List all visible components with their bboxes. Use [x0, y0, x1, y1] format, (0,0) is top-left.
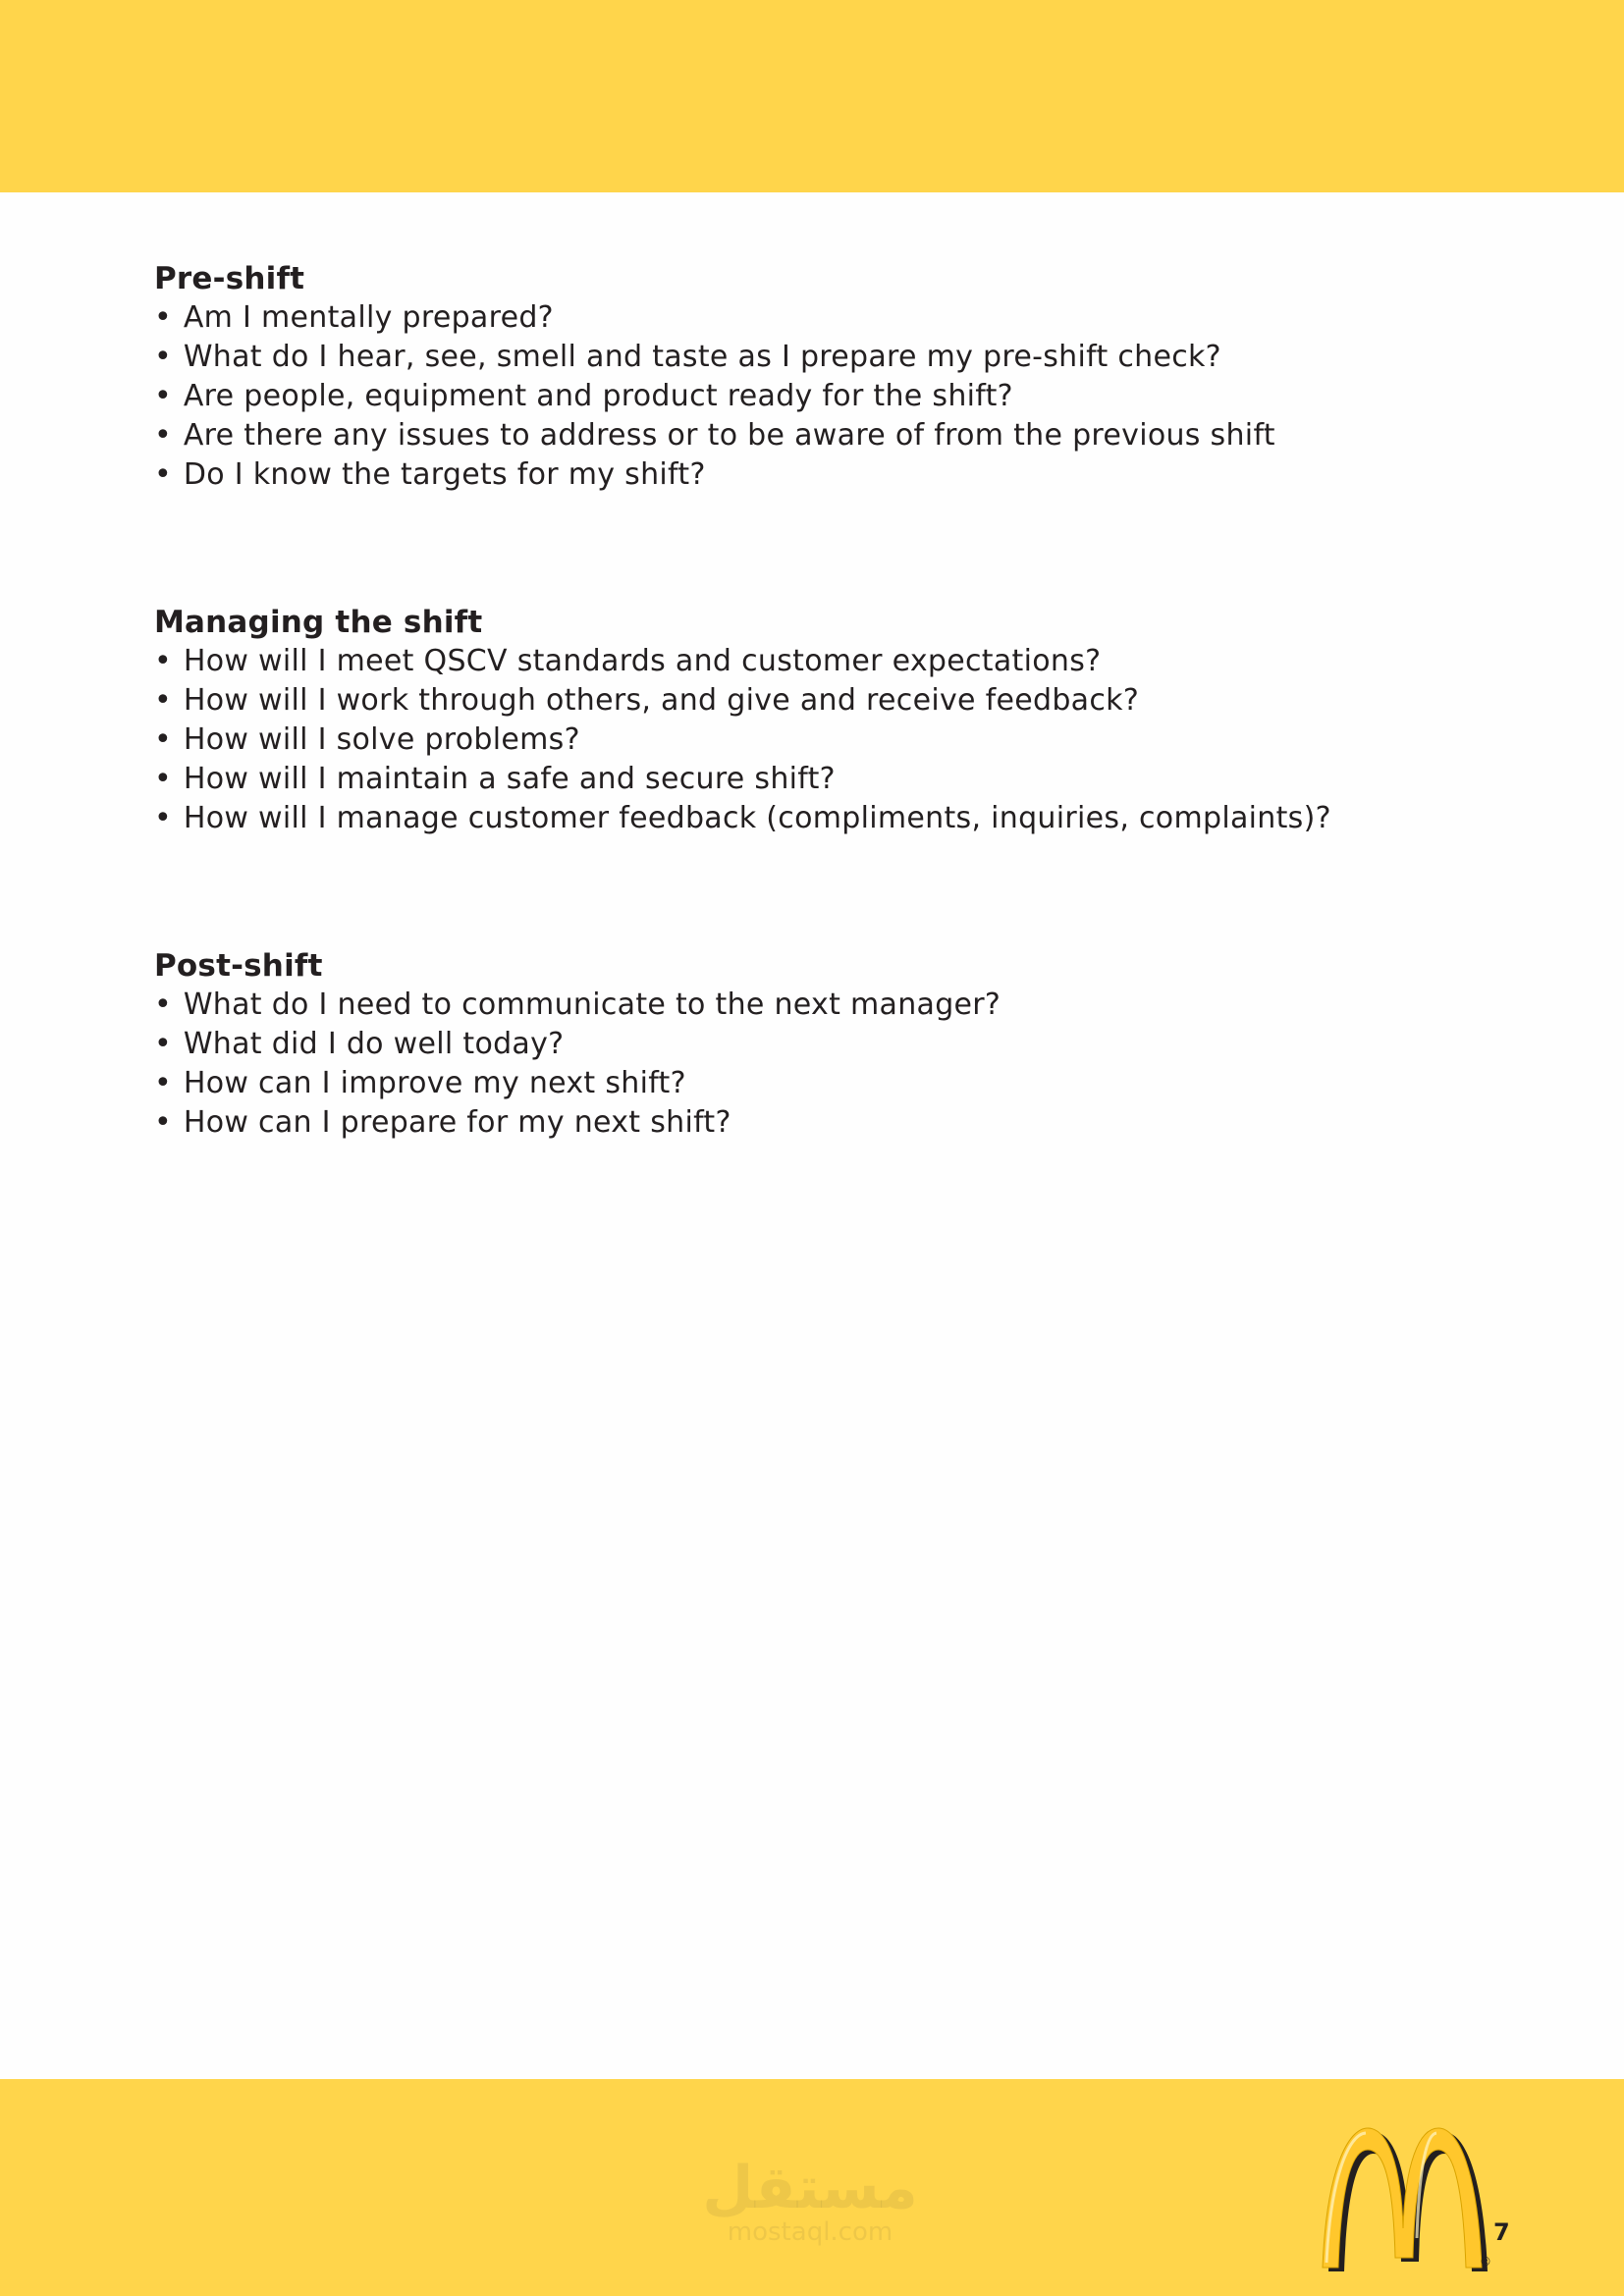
- page-number: 7: [1493, 2218, 1510, 2246]
- list-item: • How can I prepare for my next shift?: [154, 1105, 731, 1140]
- list-item: • How will I manage customer feedback (compliments, inquiries, complaints)?: [154, 801, 1331, 835]
- header-band: [0, 0, 1624, 192]
- list-item: • Are there any issues to address or to be aware of from the previous shift: [154, 418, 1275, 453]
- watermark: [687, 2154, 933, 2247]
- list-item: • Are people, equipment and product ready for the shift?: [154, 379, 1013, 413]
- section-managing-the-shift: [154, 603, 1529, 838]
- section-pre-shift: [154, 259, 1529, 495]
- golden-arches-logo-icon: [1311, 2120, 1491, 2269]
- watermark-arabic: مستقل: [702, 2154, 918, 2222]
- page-content: [154, 259, 1529, 1251]
- list-item: • What did I do well today?: [154, 1027, 565, 1061]
- section-heading: Post-shift: [154, 948, 323, 984]
- list-item: • How can I improve my next shift?: [154, 1066, 686, 1100]
- list-item: • What do I need to communicate to the next manager?: [154, 988, 1001, 1022]
- list-item: • How will I meet QSCV standards and customer expectations?: [154, 644, 1102, 678]
- question-list: [154, 642, 1529, 838]
- list-item: • How will I work through others, and give and receive feedback?: [154, 683, 1140, 718]
- section-post-shift: [154, 946, 1529, 1143]
- section-heading: Pre-shift: [154, 261, 305, 296]
- list-item: • How will I maintain a safe and secure shift?: [154, 762, 836, 796]
- section-heading: Managing the shift: [154, 605, 483, 640]
- list-item: • How will I solve problems?: [154, 722, 580, 757]
- question-list: [154, 986, 1529, 1143]
- question-list: [154, 298, 1529, 495]
- list-item: • What do I hear, see, smell and taste as I prepare my pre-shift check?: [154, 340, 1221, 374]
- list-item: • Do I know the targets for my shift?: [154, 457, 706, 492]
- watermark-latin: mostaql.com: [727, 2217, 893, 2247]
- registered-mark: ®: [1480, 2255, 1491, 2269]
- list-item: • Am I mentally prepared?: [154, 300, 554, 335]
